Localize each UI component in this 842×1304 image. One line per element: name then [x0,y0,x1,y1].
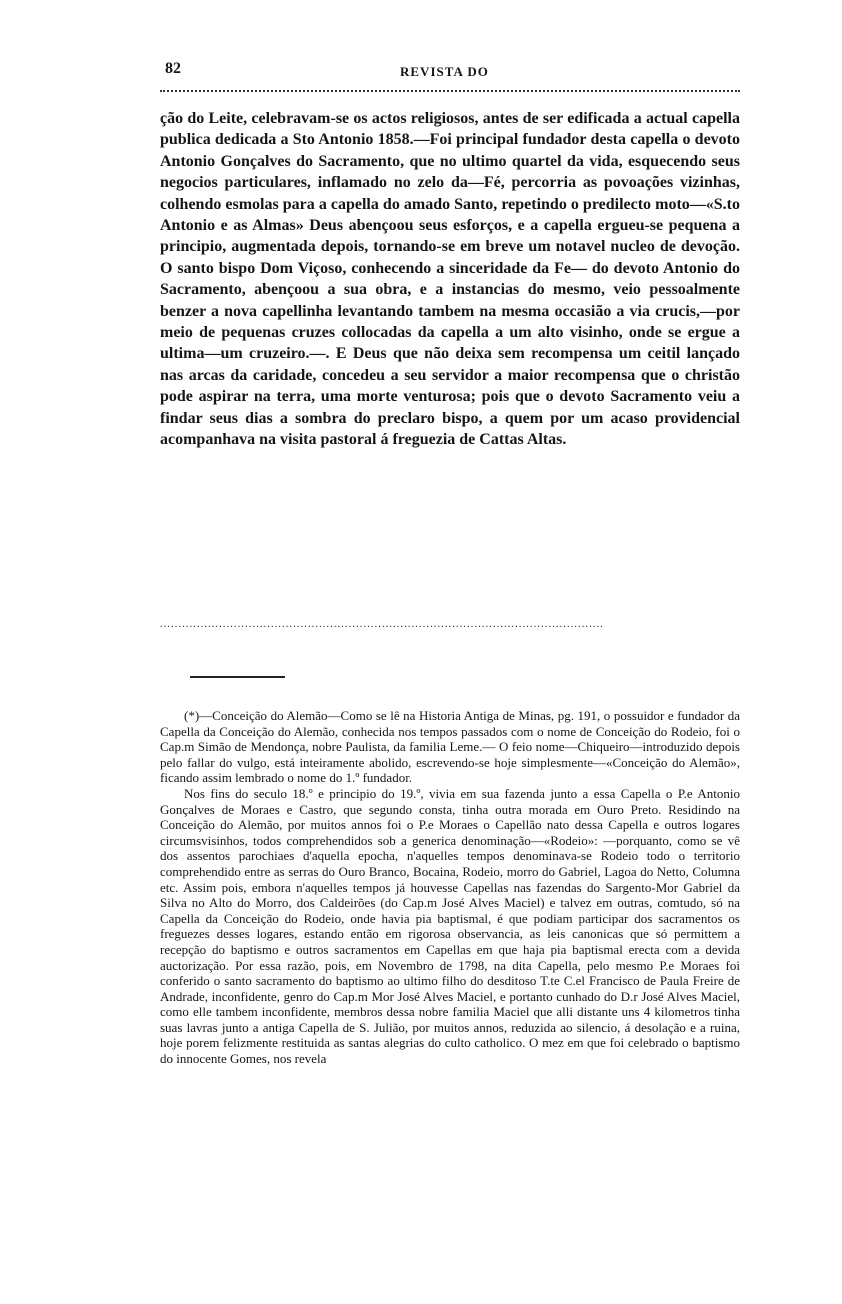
footnote-paragraph-1: (*)—Conceição do Alemão—Como se lê na Historia Antiga de Minas, pg. 191, o possuidor e fundador da Capella da Conceição do Alemão, conhecida nos tempos passados com o nome de Conceição do Rodeio, foi o Cap.m Simão de Mendonça, nobre Paulista, da familia Leme.— O feio nome—Chiqueiro—introduzido depois pelo fallar do vulgo, está inteiramente abolido, escrevendo-se hoje simplesmente—«Conceição do Alemão», ficando assim lembrado o nome do 1.º fundador. [160,708,740,786]
main-paragraph: ção do Leite, celebravam-se os actos religiosos, antes de ser edificada a actual capella publica dedicada a Sto Antonio 1858.—Foi principal fundador desta capella o devoto Antonio Gonçalves do Sacramento, que no ultimo quartel da vida, esquecendo seus negocios particulares, inflamado no zelo da—Fé, percorria as povoações vizinhas, colhendo esmolas para a capella do amado Santo, repetindo o predilecto moto—«S.to Antonio e as Almas» Deus abençoou seus esforços, e a capella ergueu-se pequena a principio, augmentada depois, tornando-se em breve um notavel nucleo de devoção. O santo bispo Dom Viçoso, conhecendo a sinceridade da Fe— do devoto Antonio do Sacramento, abençoou a sua obra, e a instancias do mesmo, veio pessoalmente benzer a nova capellinha levantando tambem na mesma occasião a via crucis,—por meio de pequenas cruzes collocadas da capella a um alto visinho, onde se ergue a ultima—um cruzeiro.—. E Deus que não deixa sem recompensa um ceitil lançado nas arcas da caridade, concedeu a seu servidor a maior recompensa que o christão pode aspirar na terra, uma morte venturosa; pois que o devoto Sacramento veiu a findar seus dias a sombra do preclaro bispo, a quem por um acaso providencial acompanhava na visita pastoral á freguezia de Cattas Altas. [160,110,740,449]
footnote-rule [190,676,285,678]
dotted-separator: ........................................................................................................................ [160,620,604,630]
page-number: 82 [165,60,181,77]
header-rule [160,90,740,92]
running-head: REVISTA DO [400,64,489,79]
footnote-paragraph-2: Nos fins do seculo 18.º e principio do 19.º, vivia em sua fazenda junto a essa Capella o P.e Antonio Gonçalves de Moraes e Castro, que segundo consta, tinha outra morada em Ouro Preto. Residindo na Conceição do Alemão, por muitos annos foi o P.e Moraes o Capellão nato dessa Capella e outros logares circumsvisinhos, todos comprehendidos sob a generica denominação—«Rodeio»: —porquanto, como se vê dos assentos parochiaes d'aquella epocha, n'aquelles tempos denominava-se Rodeio todo o territorio comprehendido entre as serras do Ouro Branco, Bocaina, Rodeio, morro do Gabriel, Lagoa do Netto, Columna etc. Assim pois, embora n'aquelles tempos já houvesse Capellas nas fazendas do Sargento-Mor Gabriel da Silva no Alto do Morro, dos Caldeirões (do Cap.m José Alves Maciel) e talvez em outras, comtudo, só na Capella da Conceição do Rodeio, onde havia pia baptismal, é que podiam participar dos sacramentos os freguezes desses logares, estando então em rigorosa observancia, as leis canonicas que só permittem a recepção do baptismo e outros sacramentos em Capellas em que haja pia baptismal erecta com a devida auctorização. Por essa razão, pois, em Novembro de 1798, na dita Capella, pelo mesmo P.e Moraes foi conferido o santo sacramento do baptismo ao ultimo filho do desditoso T.te C.el Francisco de Paula Freire de Andrade, inconfidente, genro do Cap.m Mor José Alves Maciel, e portanto cunhado do D.r José Alves Maciel, como elle tambem inconfidente, membros dessa nobre familia Maciel que alli distante uns 4 kilometros tinha suas lavras junto a antiga Capella de S. Julião, por muitos annos, reduzida ao silencio, á desolação e a ruina, hoje porem felizmente restituida as santas alegrias do culto catholico. O mez em que foi celebrado o baptismo do innocente Gomes, nos revela [160,785,740,1067]
footnotes [160,708,740,1067]
